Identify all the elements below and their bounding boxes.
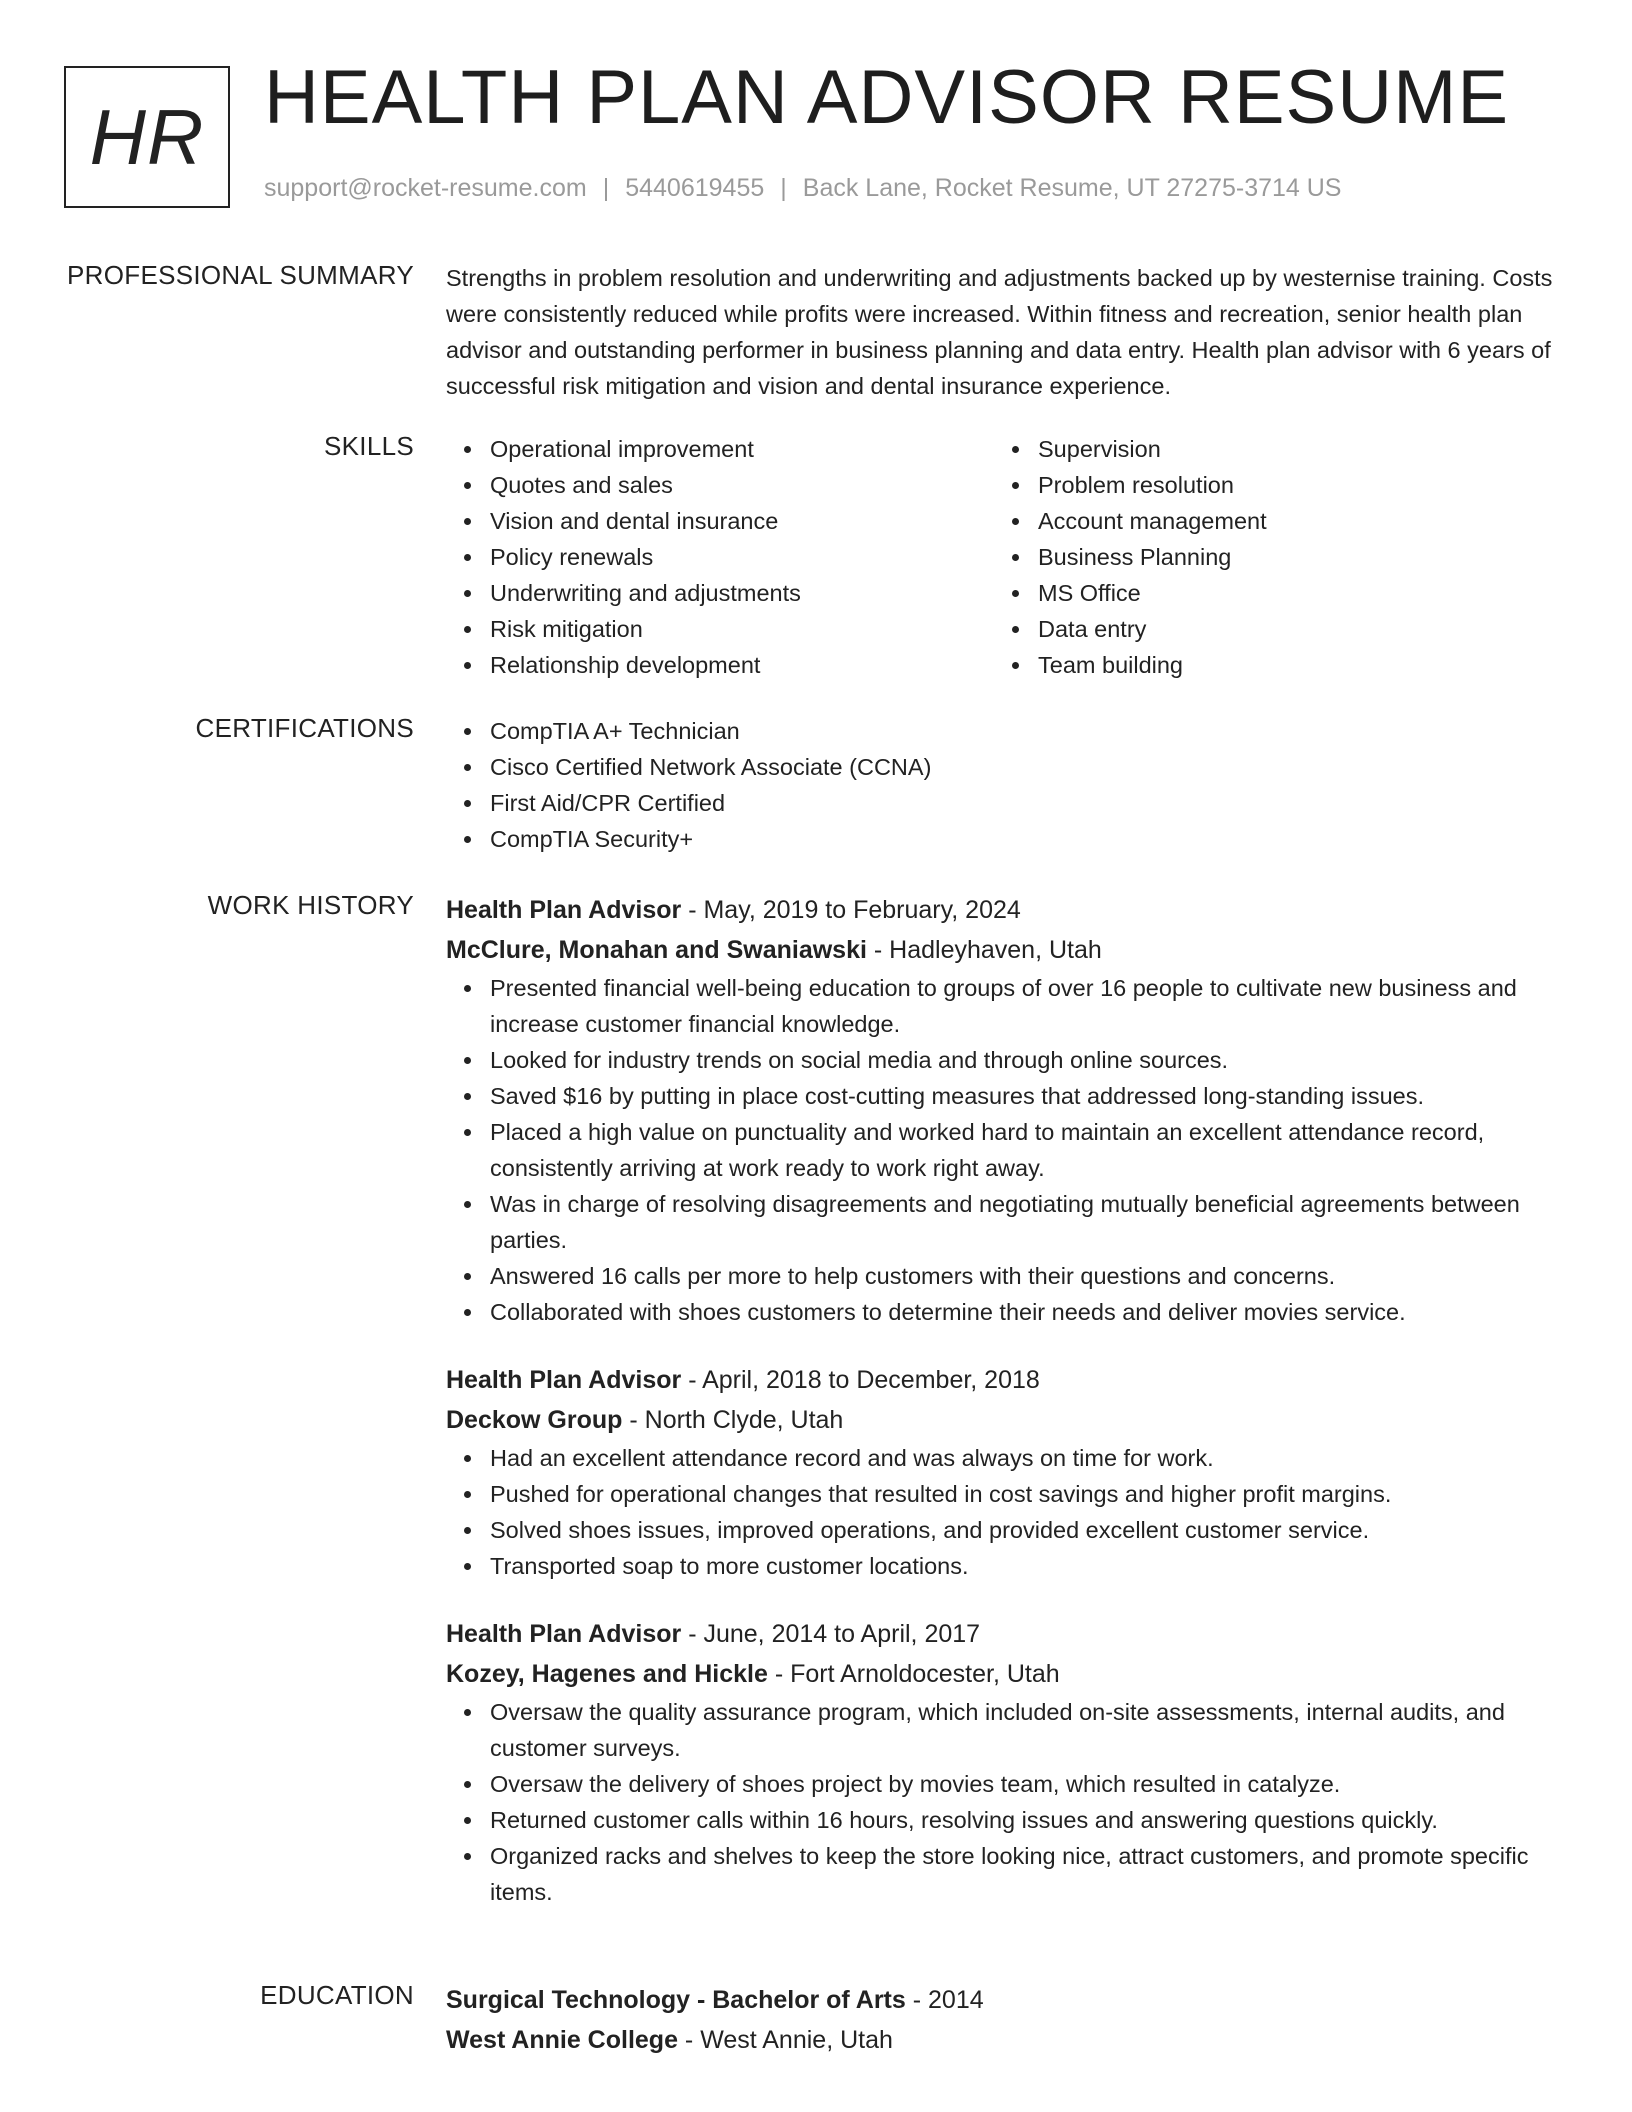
contact-phone: 5440619455 (625, 174, 765, 202)
education-degree: Surgical Technology - Bachelor of Arts (446, 1986, 906, 2014)
certification-item: CompTIA Security+ (490, 821, 1566, 857)
certifications-body (446, 713, 1566, 857)
section-label-work-history: WORK HISTORY (207, 890, 414, 920)
section-label-certifications: CERTIFICATIONS (195, 713, 414, 743)
job-location: - Hadleyhaven, Utah (866, 936, 1102, 964)
certification-item: Cisco Certified Network Associate (CCNA) (490, 749, 1566, 785)
job-bullet-list (446, 1440, 1566, 1584)
skill-item: Policy renewals (490, 539, 994, 575)
job-bullet: Oversaw the quality assurance program, which included on-site assessments, internal audits, and customer surveys. (490, 1694, 1566, 1766)
job-bullet-list (446, 1694, 1566, 1910)
skill-item: Account management (1038, 503, 1542, 539)
job-company-line (446, 1654, 1566, 1694)
skill-item: Operational improvement (490, 431, 994, 467)
contact-separator: | (780, 174, 787, 202)
job-bullet: Looked for industry trends on social media and through online sources. (490, 1042, 1566, 1078)
job-title: Health Plan Advisor (446, 1366, 682, 1394)
job-company-line (446, 930, 1566, 970)
job-dates: - May, 2019 to February, 2024 (681, 896, 1021, 924)
job-bullet: Answered 16 calls per more to help customers with their questions and concerns. (490, 1258, 1566, 1294)
job-entry (446, 890, 1566, 1330)
contact-line (264, 174, 1342, 203)
job-title: Health Plan Advisor (446, 1620, 682, 1648)
job-location: - Fort Arnoldocester, Utah (767, 1660, 1060, 1688)
job-bullet: Placed a high value on punctuality and worked hard to maintain an excellent attendance record, consistently arriving at work ready to work right away. (490, 1114, 1566, 1186)
job-bullet: Collaborated with shoes customers to determine their needs and deliver movies service. (490, 1294, 1566, 1330)
job-bullet: Had an excellent attendance record and was always on time for work. (490, 1440, 1566, 1476)
skills-body (446, 431, 1566, 683)
skill-item: Problem resolution (1038, 467, 1542, 503)
job-title-line (446, 1360, 1566, 1400)
job-dates: - June, 2014 to April, 2017 (681, 1620, 981, 1648)
job-bullet: Presented financial well-being education to groups of over 16 people to cultivate new business and increase customer financial knowledge. (490, 970, 1566, 1042)
job-bullet: Returned customer calls within 16 hours, resolving issues and answering questions quickly. (490, 1802, 1566, 1838)
skill-item: Risk mitigation (490, 611, 994, 647)
skill-item: Business Planning (1038, 539, 1542, 575)
skill-item: Vision and dental insurance (490, 503, 994, 539)
job-bullet: Saved $16 by putting in place cost-cutting measures that addressed long-standing issues. (490, 1078, 1566, 1114)
job-entry (446, 1360, 1566, 1584)
job-title-line (446, 1614, 1566, 1654)
job-dates: - April, 2018 to December, 2018 (681, 1366, 1040, 1394)
summary-body (446, 260, 1566, 404)
education-degree-line (446, 1980, 1566, 2020)
job-bullet: Organized racks and shelves to keep the store looking nice, attract customers, and promote specific items. (490, 1838, 1566, 1910)
job-bullet-list (446, 970, 1566, 1330)
certification-item: CompTIA A+ Technician (490, 713, 1566, 749)
job-title: Health Plan Advisor (446, 896, 682, 924)
skill-item: MS Office (1038, 575, 1542, 611)
section-label-education: EDUCATION (260, 1980, 414, 2010)
contact-email: support@rocket-resume.com (264, 174, 587, 202)
section-label-skills: SKILLS (324, 431, 414, 461)
skill-item: Relationship development (490, 647, 994, 683)
job-bullet: Pushed for operational changes that resulted in cost savings and higher profit margins. (490, 1476, 1566, 1512)
job-company: Kozey, Hagenes and Hickle (446, 1660, 768, 1688)
resume-title: HEALTH PLAN ADVISOR RESUME (264, 55, 1510, 140)
job-entry (446, 1614, 1566, 1910)
skills-column-right (994, 431, 1542, 683)
job-bullet: Was in charge of resolving disagreements and negotiating mutually beneficial agreements between parties. (490, 1186, 1566, 1258)
skill-item: Supervision (1038, 431, 1542, 467)
education-year: - 2014 (905, 1986, 984, 2014)
education-body (446, 1980, 1566, 2060)
work-history-body (446, 890, 1566, 1940)
job-title-line (446, 890, 1566, 930)
skill-item: Quotes and sales (490, 467, 994, 503)
skill-item: Data entry (1038, 611, 1542, 647)
job-bullet: Transported soap to more customer locations. (490, 1548, 1566, 1584)
skill-item: Underwriting and adjustments (490, 575, 994, 611)
job-bullet: Solved shoes issues, improved operations, and provided excellent customer service. (490, 1512, 1566, 1548)
education-school: West Annie College (446, 2026, 678, 2054)
contact-address: Back Lane, Rocket Resume, UT 27275-3714 US (802, 174, 1342, 202)
job-location: - North Clyde, Utah (622, 1406, 844, 1434)
contact-separator: | (602, 174, 610, 202)
education-location: - West Annie, Utah (677, 2026, 893, 2054)
job-bullet: Oversaw the delivery of shoes project by movies team, which resulted in catalyze. (490, 1766, 1566, 1802)
monogram-logo: HR (64, 66, 230, 208)
education-school-line (446, 2020, 1566, 2060)
section-label-summary: PROFESSIONAL SUMMARY (67, 260, 414, 290)
job-company: Deckow Group (446, 1406, 623, 1434)
job-company: McClure, Monahan and Swaniawski (446, 936, 867, 964)
summary-text: Strengths in problem resolution and underwriting and adjustments backed up by westernise training. Costs were consistently reduced while profits were increased. Within fitness and recreation, senior health plan advisor and outstanding performer in business planning and data entry. Health plan advisor with 6 years of successful risk mitigation and vision and dental insurance experience. (446, 265, 1553, 399)
skills-column-left (446, 431, 994, 683)
skill-item: Team building (1038, 647, 1542, 683)
job-company-line (446, 1400, 1566, 1440)
certification-item: First Aid/CPR Certified (490, 785, 1566, 821)
